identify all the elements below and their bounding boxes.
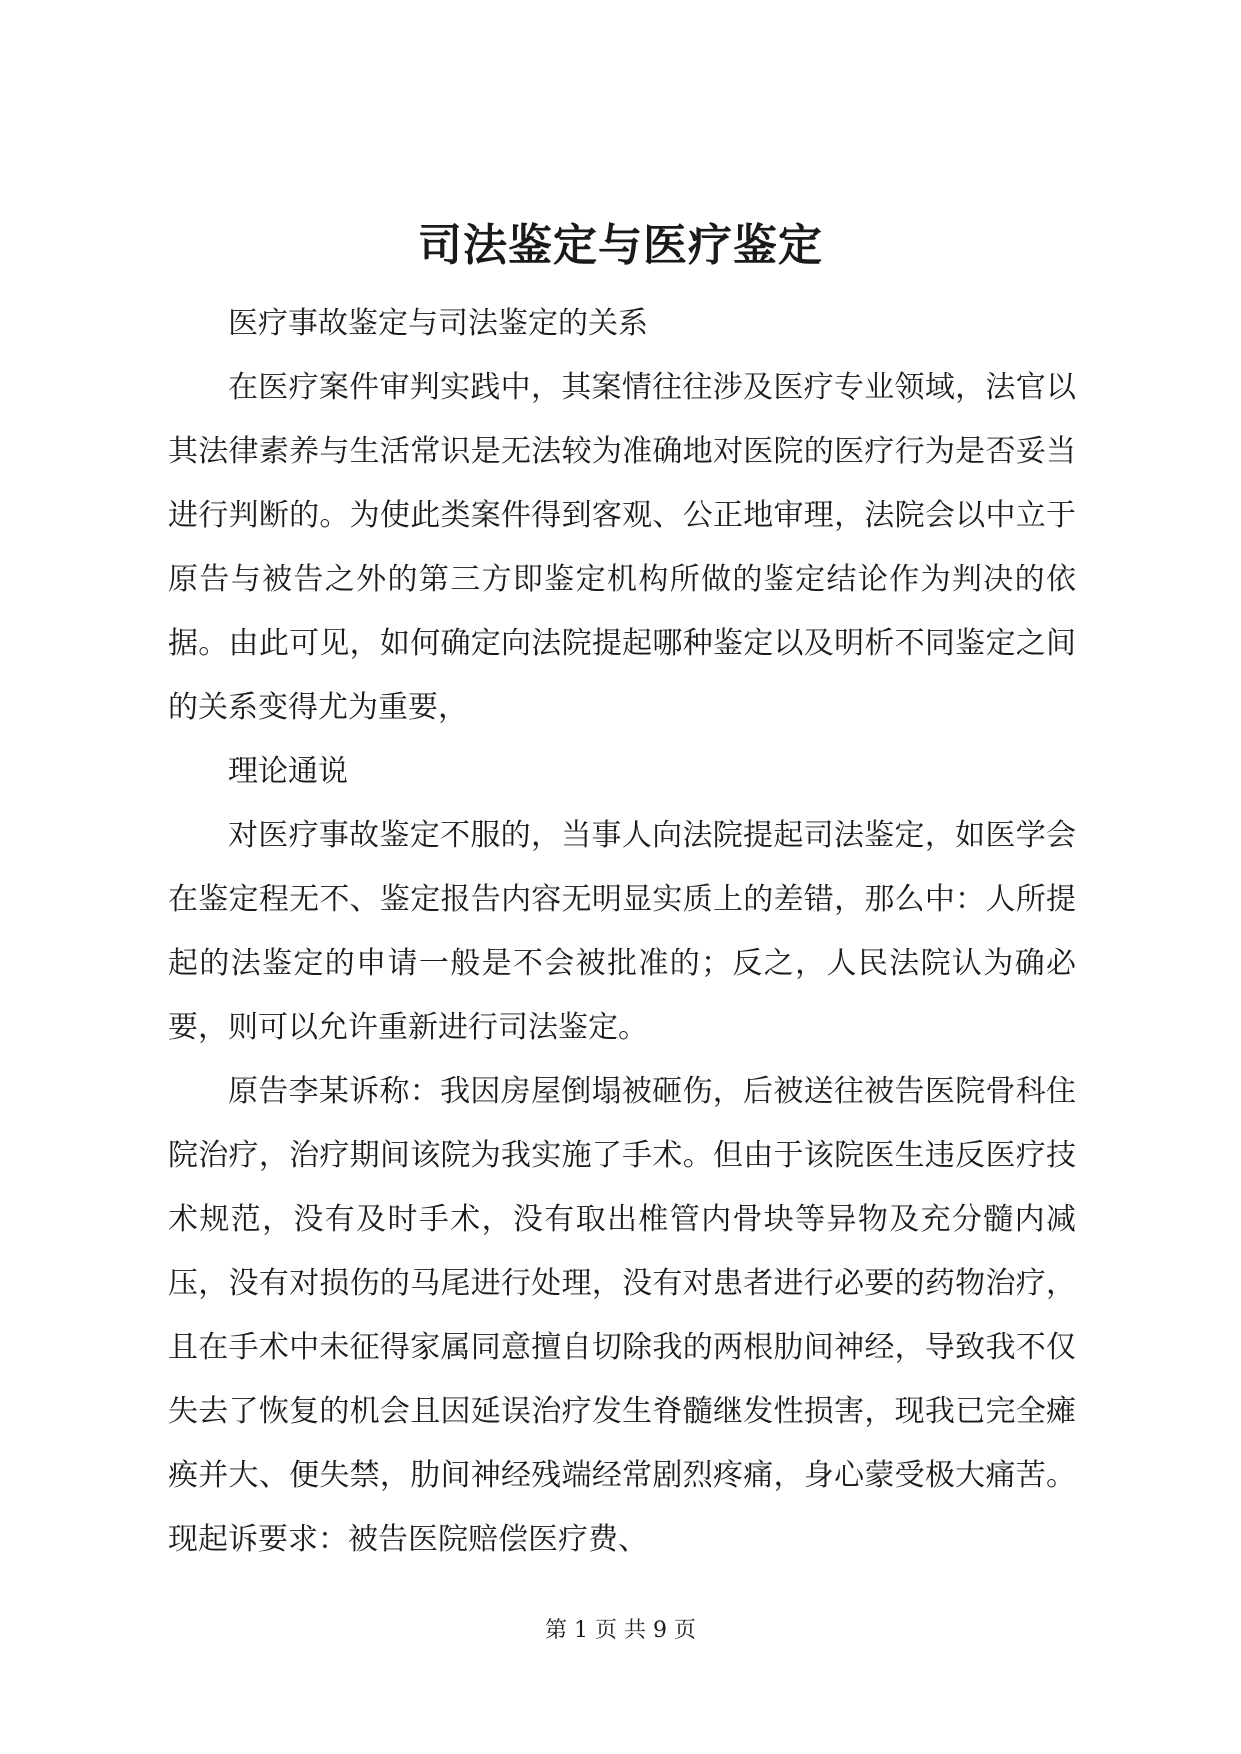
paragraph-intro: 在医疗案件审判实践中，其案情往往涉及医疗专业领域，法官以其法律素养与生活常识是无法较为准确地对医院的医疗行为是否妥当进行判断的。为使此类案件得到客观、公正地审理，法院会以中立于原告与被告之外的第三方即鉴定机构所做的鉴定结论作为判决的依据。由此可见，如何确定向法院提起哪种鉴定以及明析不同鉴定之间的关系变得尤为重要， [168,370,1076,725]
paragraph-subtitle: 医疗事故鉴定与司法鉴定的关系 [228,306,648,341]
paragraph-heading-theory: 理论通说 [228,754,348,789]
document-title: 司法鉴定与医疗鉴定 [418,220,823,271]
paragraph-case: 原告李某诉称：我因房屋倒塌被砸伤，后被送往被告医院骨科住院治疗，治疗期间该院为我实施了手术。但由于该院医生违反医疗技术规范，没有及时手术，没有取出椎管内骨块等异物及充分髓内减压，没有对损伤的马尾进行处理，没有对患者进行必要的药物治疗，且在手术中未征得家属同意擅自切除我的两根肋间神经，导致我不仅失去了恢复的机会且因延误治疗发生脊髓继发性损害，现我已完全瘫痪并大、便失禁，肋间神经残端经常剧烈疼痛，身心蒙受极大痛苦。现起诉要求：被告医院赔偿医疗费、 [168,1074,1076,1557]
page-footer: 第 1 页 共 9 页 [545,1618,696,1643]
paragraph-theory: 对医疗事故鉴定不服的，当事人向法院提起司法鉴定，如医学会在鉴定程无不、鉴定报告内容无明显实质上的差错，那么中：人所提起的法鉴定的申请一般是不会被批准的；反之，人民法院认为确必要，则可以允许重新进行司法鉴定。 [168,818,1076,1045]
document-body [168,292,1076,1572]
